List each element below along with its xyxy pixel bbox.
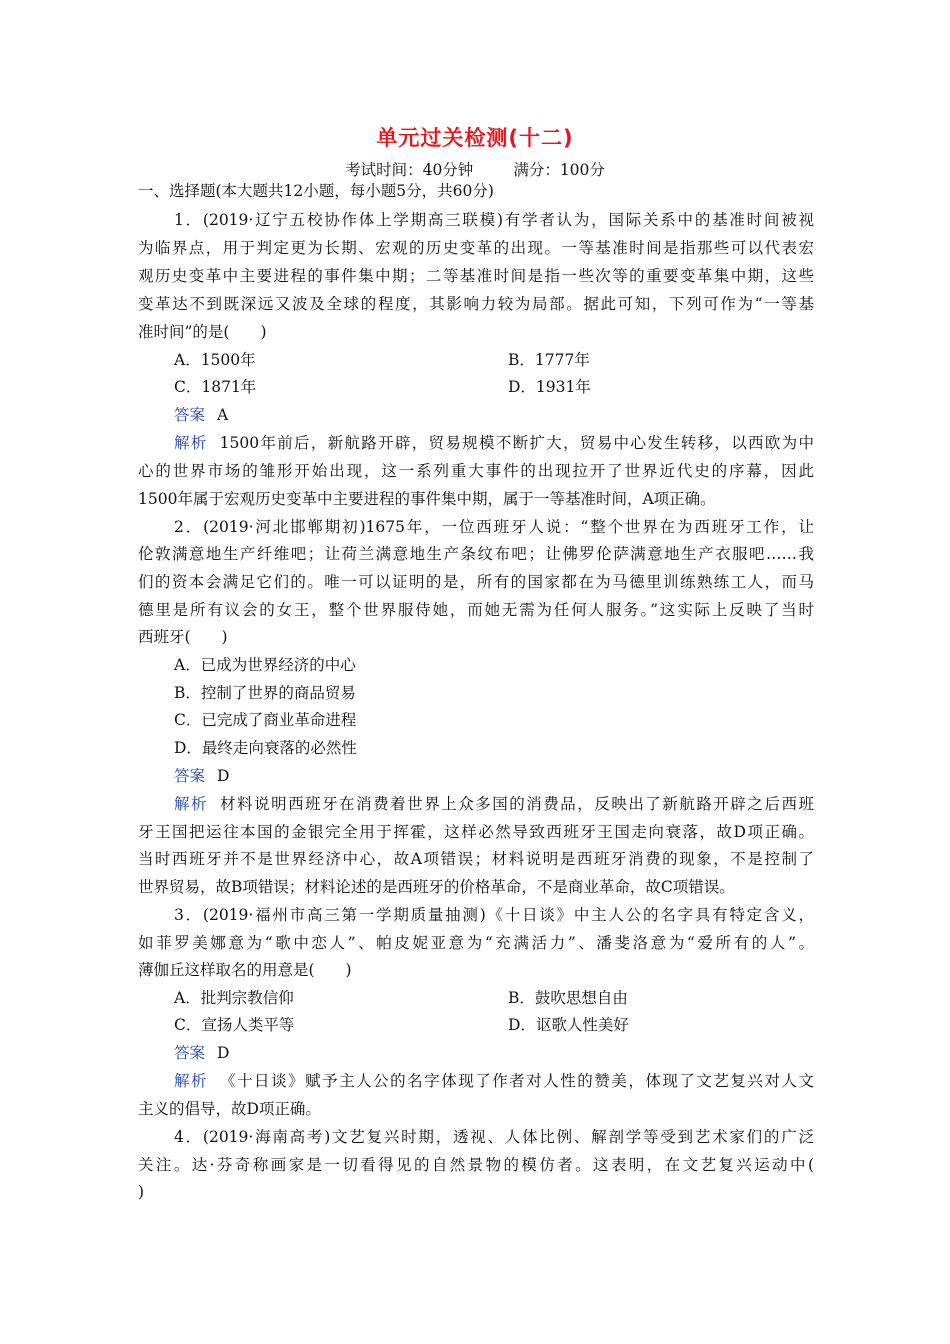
question-text: 2．(2019·河北邯郸期初)1675年，一位西班牙人说：“整个世界在为西班牙工作，让	[174, 518, 814, 536]
question-text: 德里是所有议会的女王，整个世界服侍她，而她无需为任何人服务。”这实际上反映了当时	[138, 601, 814, 619]
page-title: 单元过关检测(十二)	[376, 126, 574, 150]
option: C．已完成了商业革命进程	[174, 711, 357, 729]
analysis-label: 解析	[174, 1072, 209, 1090]
question-text: 为临界点，用于判定更为长期、宏观的历史变革的出现。一等基准时间是指那些可以代表宏	[138, 239, 814, 257]
analysis-label: 解析	[174, 795, 209, 813]
answer-value: D	[217, 767, 230, 785]
option: D．讴歌人性美好	[508, 1016, 629, 1034]
answer-row	[174, 766, 229, 786]
answer-value: A	[217, 406, 229, 424]
analysis-text: 世界贸易，故B项错误；材料论述的是西班牙的价格革命，不是商业革命，故C项错误。	[138, 878, 735, 896]
option: A．1500年	[174, 351, 256, 369]
question-text: 变革达不到既深远又波及全球的程度，其影响力较为局部。据此可知，下列可作为“一等基	[138, 295, 814, 313]
answer-label: 答案	[174, 767, 206, 785]
question-text: 伦敦满意地生产纤维吧；让荷兰满意地生产条纹布吧；让佛罗伦萨满意地生产衣服吧……我	[138, 545, 814, 563]
option: B．1777年	[508, 351, 590, 369]
question-text: 4．(2019·海南高考)文艺复兴时期，透视、人体比例、解剖学等受到艺术家们的广泛	[174, 1128, 814, 1146]
analysis-text: 1500年属于宏观历史变革中主要进程的事件集中期，属于一等基准时间，A项正确。	[138, 490, 716, 508]
analysis-label: 解析	[174, 434, 208, 452]
question-text: 如菲罗美娜意为“歌中恋人”、帕皮妮亚意为“充满活力”、潘斐洛意为“爱所有的人”。	[138, 934, 814, 952]
analysis-text: 当时西班牙并不是世界经济中心，故A项错误；材料说明是西班牙消费的现象，不是控制了	[138, 850, 814, 868]
question-text: 关注。达·芬奇称画家是一切看得见的自然景物的模仿者。这表明，在文艺复兴运动中(	[138, 1156, 814, 1174]
option: D．1931年	[508, 378, 591, 396]
question-text: 观历史变革中主要进程的事件集中期；二等基准时间是指一些次等的重要变革集中期，这些	[138, 267, 814, 285]
answer-row	[174, 405, 228, 425]
analysis-text: 主义的倡导，故D项正确。	[138, 1100, 321, 1118]
option: D．最终走向衰落的必然性	[174, 739, 357, 757]
option: C．宣扬人类平等	[174, 1016, 295, 1034]
option: A．批判宗教信仰	[174, 989, 294, 1007]
question-text: 3．(2019·福州市高三第一学期质量抽测)《十日谈》中主人公的名字具有特定含义，	[174, 906, 814, 924]
answer-label: 答案	[174, 406, 206, 424]
analysis-text: 心的世界市场的雏形开始出现，这一系列重大事件的出现拉开了世界近代史的序幕，因此	[138, 462, 814, 480]
question-text: 薄伽丘这样取名的用意是( )	[138, 961, 352, 979]
question-text: 西班牙( )	[138, 628, 228, 646]
analysis-text: 解析 1500年前后，新航路开辟，贸易规模不断扩大，贸易中心发生转移，以西欧为中	[174, 434, 814, 452]
option: B．控制了世界的商品贸易	[174, 684, 356, 702]
question-text: 们的资本会满足它们的。唯一可以证明的是，所有的国家都在为马德里训练熟练工人，而马	[138, 573, 814, 591]
question-text: )	[138, 1183, 145, 1201]
section-heading: 一、选择题(本大题共12小题，每小题5分，共60分)	[138, 182, 494, 200]
exam-meta	[0, 158, 950, 180]
analysis-text: 解析 材料说明西班牙在消费着世界上众多国的消费品，反映出了新航路开辟之后西班	[174, 795, 814, 813]
exam-score: 满分：100分	[513, 161, 605, 179]
option: C．1871年	[174, 378, 257, 396]
answer-row	[174, 1043, 229, 1063]
analysis-text: 牙王国把运往本国的金银完全用于挥霍，这样必然导致西班牙王国走向衰落，故D项正确。	[138, 823, 814, 841]
exam-time: 考试时间：40分钟	[345, 161, 474, 179]
answer-value: D	[217, 1044, 230, 1062]
question-text: 1．(2019·辽宁五校协作体上学期高三联模)有学者认为，国际关系中的基准时间被视	[174, 211, 814, 229]
option: A．已成为世界经济的中心	[174, 656, 356, 674]
analysis-text: 解析 《十日谈》赋予主人公的名字体现了作者对人性的赞美，体现了文艺复兴对人文	[174, 1072, 814, 1090]
answer-label: 答案	[174, 1044, 206, 1062]
question-text: 准时间”的是( )	[138, 323, 267, 341]
option: B．鼓吹思想自由	[508, 989, 628, 1007]
